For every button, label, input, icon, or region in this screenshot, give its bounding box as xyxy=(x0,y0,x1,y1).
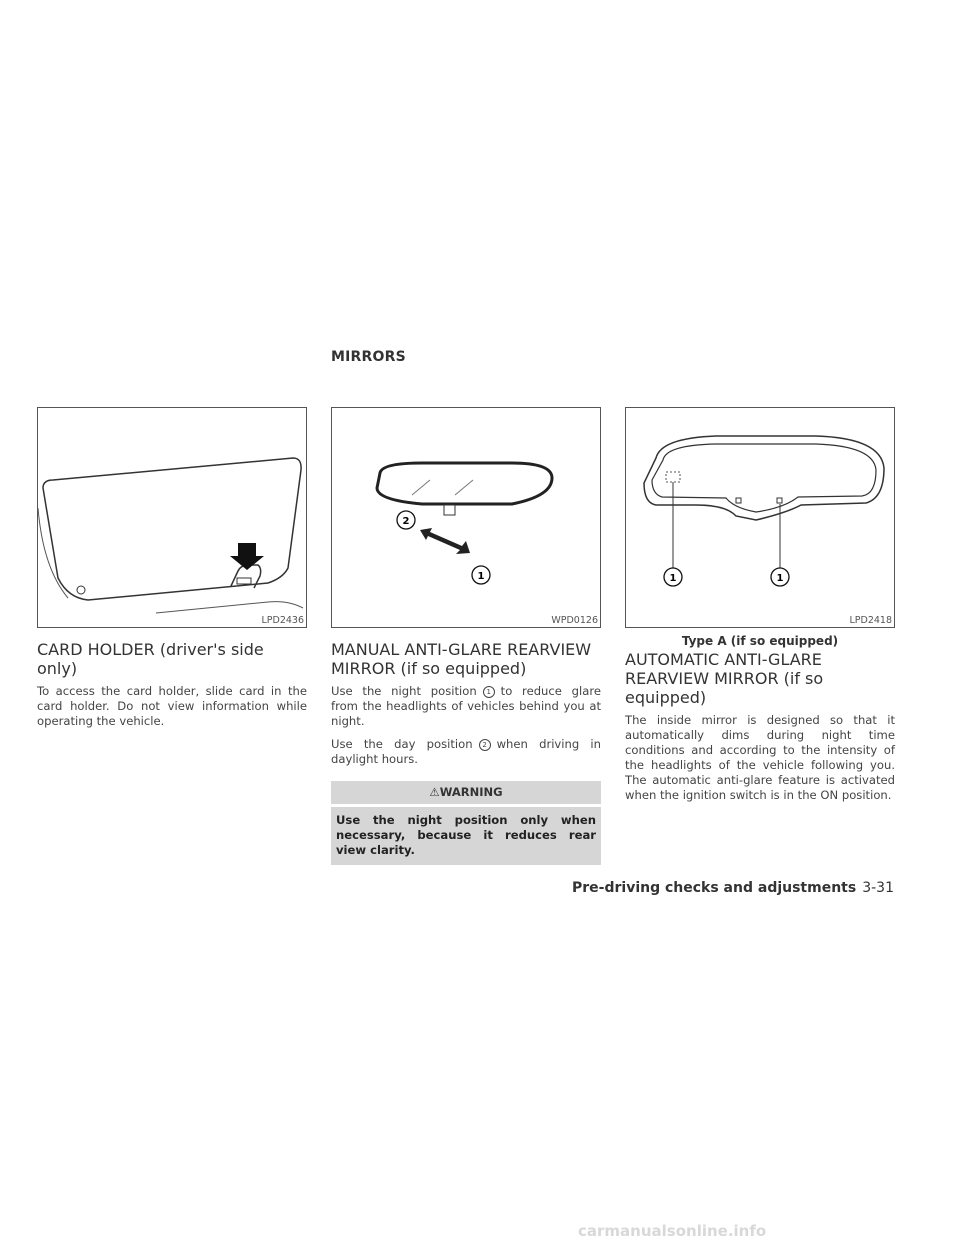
warning-text: Use the night position only when necessary, because it reduces rear view clarity. xyxy=(331,807,601,865)
text: to reduce glare from the headlights of vehicles behind you at night. xyxy=(331,684,601,728)
watermark: carmanualsonline.info xyxy=(578,1222,767,1240)
card-holder-body: To access the card holder, slide card in the card holder. Do not view information while operating the vehicle. xyxy=(37,684,307,728)
auto-mirror-heading: AUTOMATIC ANTI-GLARE REARVIEW MIRROR (if so equipped) xyxy=(625,650,824,707)
callout-1: 1 xyxy=(669,573,677,584)
page-footer xyxy=(572,880,894,896)
manual-mirror-figure xyxy=(331,407,601,628)
figure-id: LPD2418 xyxy=(849,615,892,626)
warning-label: WARNING xyxy=(439,785,503,799)
figure-id: WPD0126 xyxy=(551,615,598,626)
callout-2: 2 xyxy=(402,516,410,527)
auto-mirror-section xyxy=(625,407,895,811)
callout-number-icon: 1 xyxy=(483,686,495,698)
callout-number-icon: 2 xyxy=(479,739,491,751)
sun-visor-illustration xyxy=(38,408,306,627)
text: Use the night position xyxy=(331,684,477,698)
card-holder-heading: CARD HOLDER (driver's side only) xyxy=(37,640,264,678)
warning-triangle-icon: ⚠ xyxy=(429,785,440,799)
manual-mirror-para-day xyxy=(331,737,601,767)
card-holder-section xyxy=(37,407,307,737)
callout-1: 1 xyxy=(776,573,784,584)
figure-id: LPD2436 xyxy=(261,615,304,626)
auto-mirror-body: The inside mirror is designed so that it automatically dims during night time conditions and according to the intensity of the headlights of the vehicle following you. The automatic anti-glare feature is activated when the ignition switch is in the ON position. xyxy=(625,713,895,802)
manual-mirror-para-night xyxy=(331,684,601,729)
section-title: MIRRORS xyxy=(331,349,406,365)
manual-mirror-illustration xyxy=(332,408,600,627)
text: Use the day position xyxy=(331,737,473,751)
text: when driving in daylight hours. xyxy=(331,737,601,766)
chapter-title: Pre-driving checks and adjustments xyxy=(572,880,857,896)
figure-caption: Type A (if so equipped) xyxy=(681,634,839,648)
warning-header xyxy=(331,781,601,804)
card-holder-figure xyxy=(37,407,307,628)
auto-mirror-illustration xyxy=(626,408,894,627)
callout-1: 1 xyxy=(477,571,485,582)
page-number: 3-31 xyxy=(862,880,894,896)
manual-mirror-section xyxy=(331,407,601,865)
auto-mirror-figure xyxy=(625,407,895,628)
manual-mirror-heading: MANUAL ANTI-GLARE REARVIEW MIRROR (if so equipped) xyxy=(331,640,592,678)
